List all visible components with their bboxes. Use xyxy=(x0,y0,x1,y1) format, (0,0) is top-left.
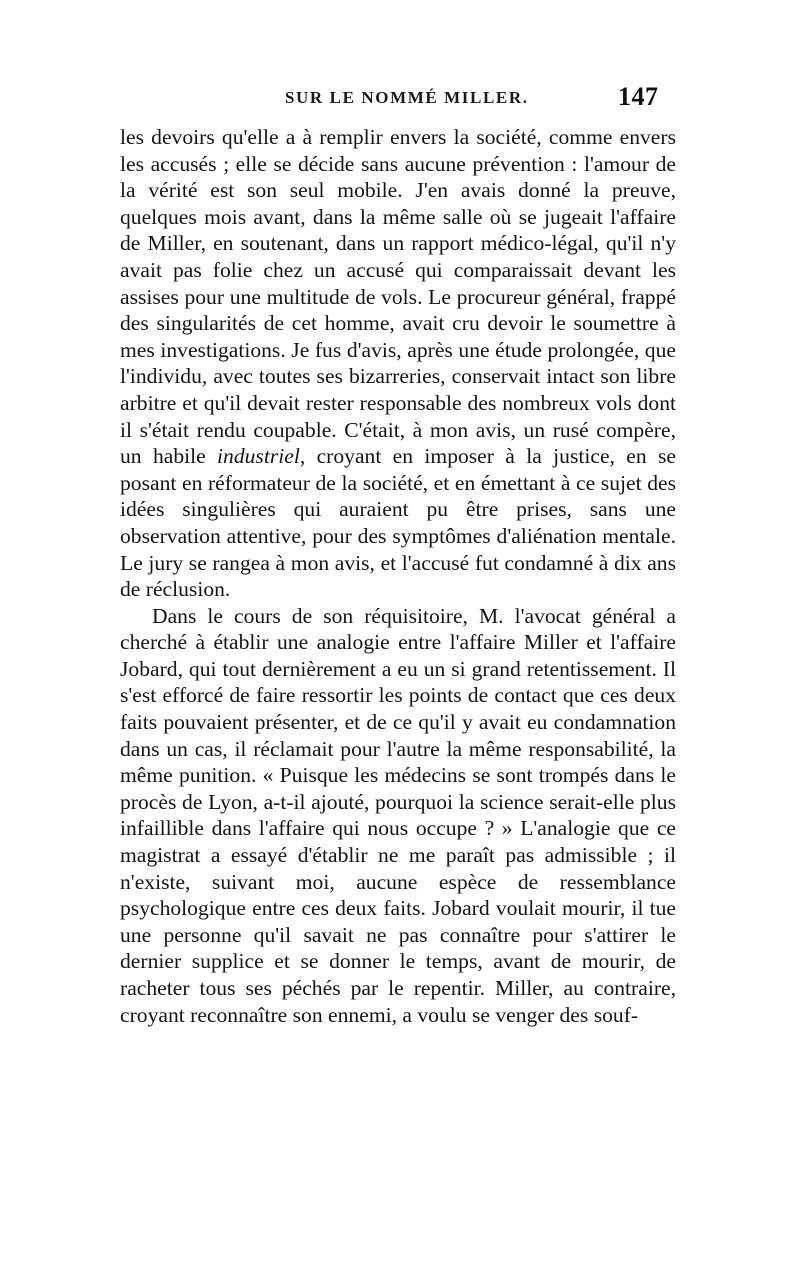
page-number: 147 xyxy=(618,82,659,111)
paragraph-1-text-end: , croyant en imposer à la justice, en se posant en réformateur de la société, et en émettant à ce sujet des idées singulières qui auraient pu être prises, sans une observation attentive, pour des symptômes d'aliénation mentale. Le jury se rangea à mon avis, et l'accusé fut condamné à dix ans de réclusion. xyxy=(120,444,676,602)
paragraph-2: Dans le cours de son réquisitoire, M. l'avocat général a cherché à établir une analogie entre l'affaire Miller et l'affaire Jobard, qui tout dernièrement a eu un si grand retentissement. Il s'est efforcé de faire ressortir les points de contact que ces deux faits pouvaient présenter, et de ce qu'il y avait eu condamnation dans un cas, il réclamait pour l'autre la même responsabilité, la même punition. « Puisque les médecins se sont trompés dans le procès de Lyon, a-t-il ajouté, pourquoi la science serait-elle plus infaillible dans l'affaire qui nous occupe ? » L'analogie que ce magistrat a essayé d'établir ne me paraît pas admissible ; il n'existe, suivant moi, aucune espèce de ressemblance psychologique entre ces deux faits. Jobard voulait mourir, il tue une personne qu'il savait ne pas connaître pour s'attirer le dernier supplice et se donner le temps, avant de mourir, de racheter tous ses péchés par le repentir. Miller, au contraire, croyant reconnaître son ennemi, a voulu se venger des souf- xyxy=(120,603,676,1027)
paragraph-continued xyxy=(120,124,676,603)
italic-term: industriel xyxy=(217,444,300,469)
running-head: SUR LE NOMMÉ MILLER. xyxy=(285,88,529,107)
body-text xyxy=(120,124,676,1028)
paragraph-1-text-start: les devoirs qu'elle a à remplir envers la société, comme envers les accusés ; elle se décide sans aucune prévention : l'amour de la vérité est son seul mobile. J'en avais donné la preuve, quelques mois avant, dans la même salle où se jugeait l'affaire de Miller, en soutenant, dans un rapport médico-légal, qu'il n'y avait pas folie chez un accusé qui comparaissait devant les assises pour une multitude de vols. Le procureur général, frappé des singularités de cet homme, avait cru devoir le soumettre à mes investigations. Je fus d'avis, après une étude prolongée, que l'individu, avec toutes ses bizarreries, conservait intact son libre arbitre et qu'il devait rester responsable des nombreux vols dont il s'était rendu coupable. C'était, à mon avis, un rusé compère, un habile xyxy=(120,125,676,469)
